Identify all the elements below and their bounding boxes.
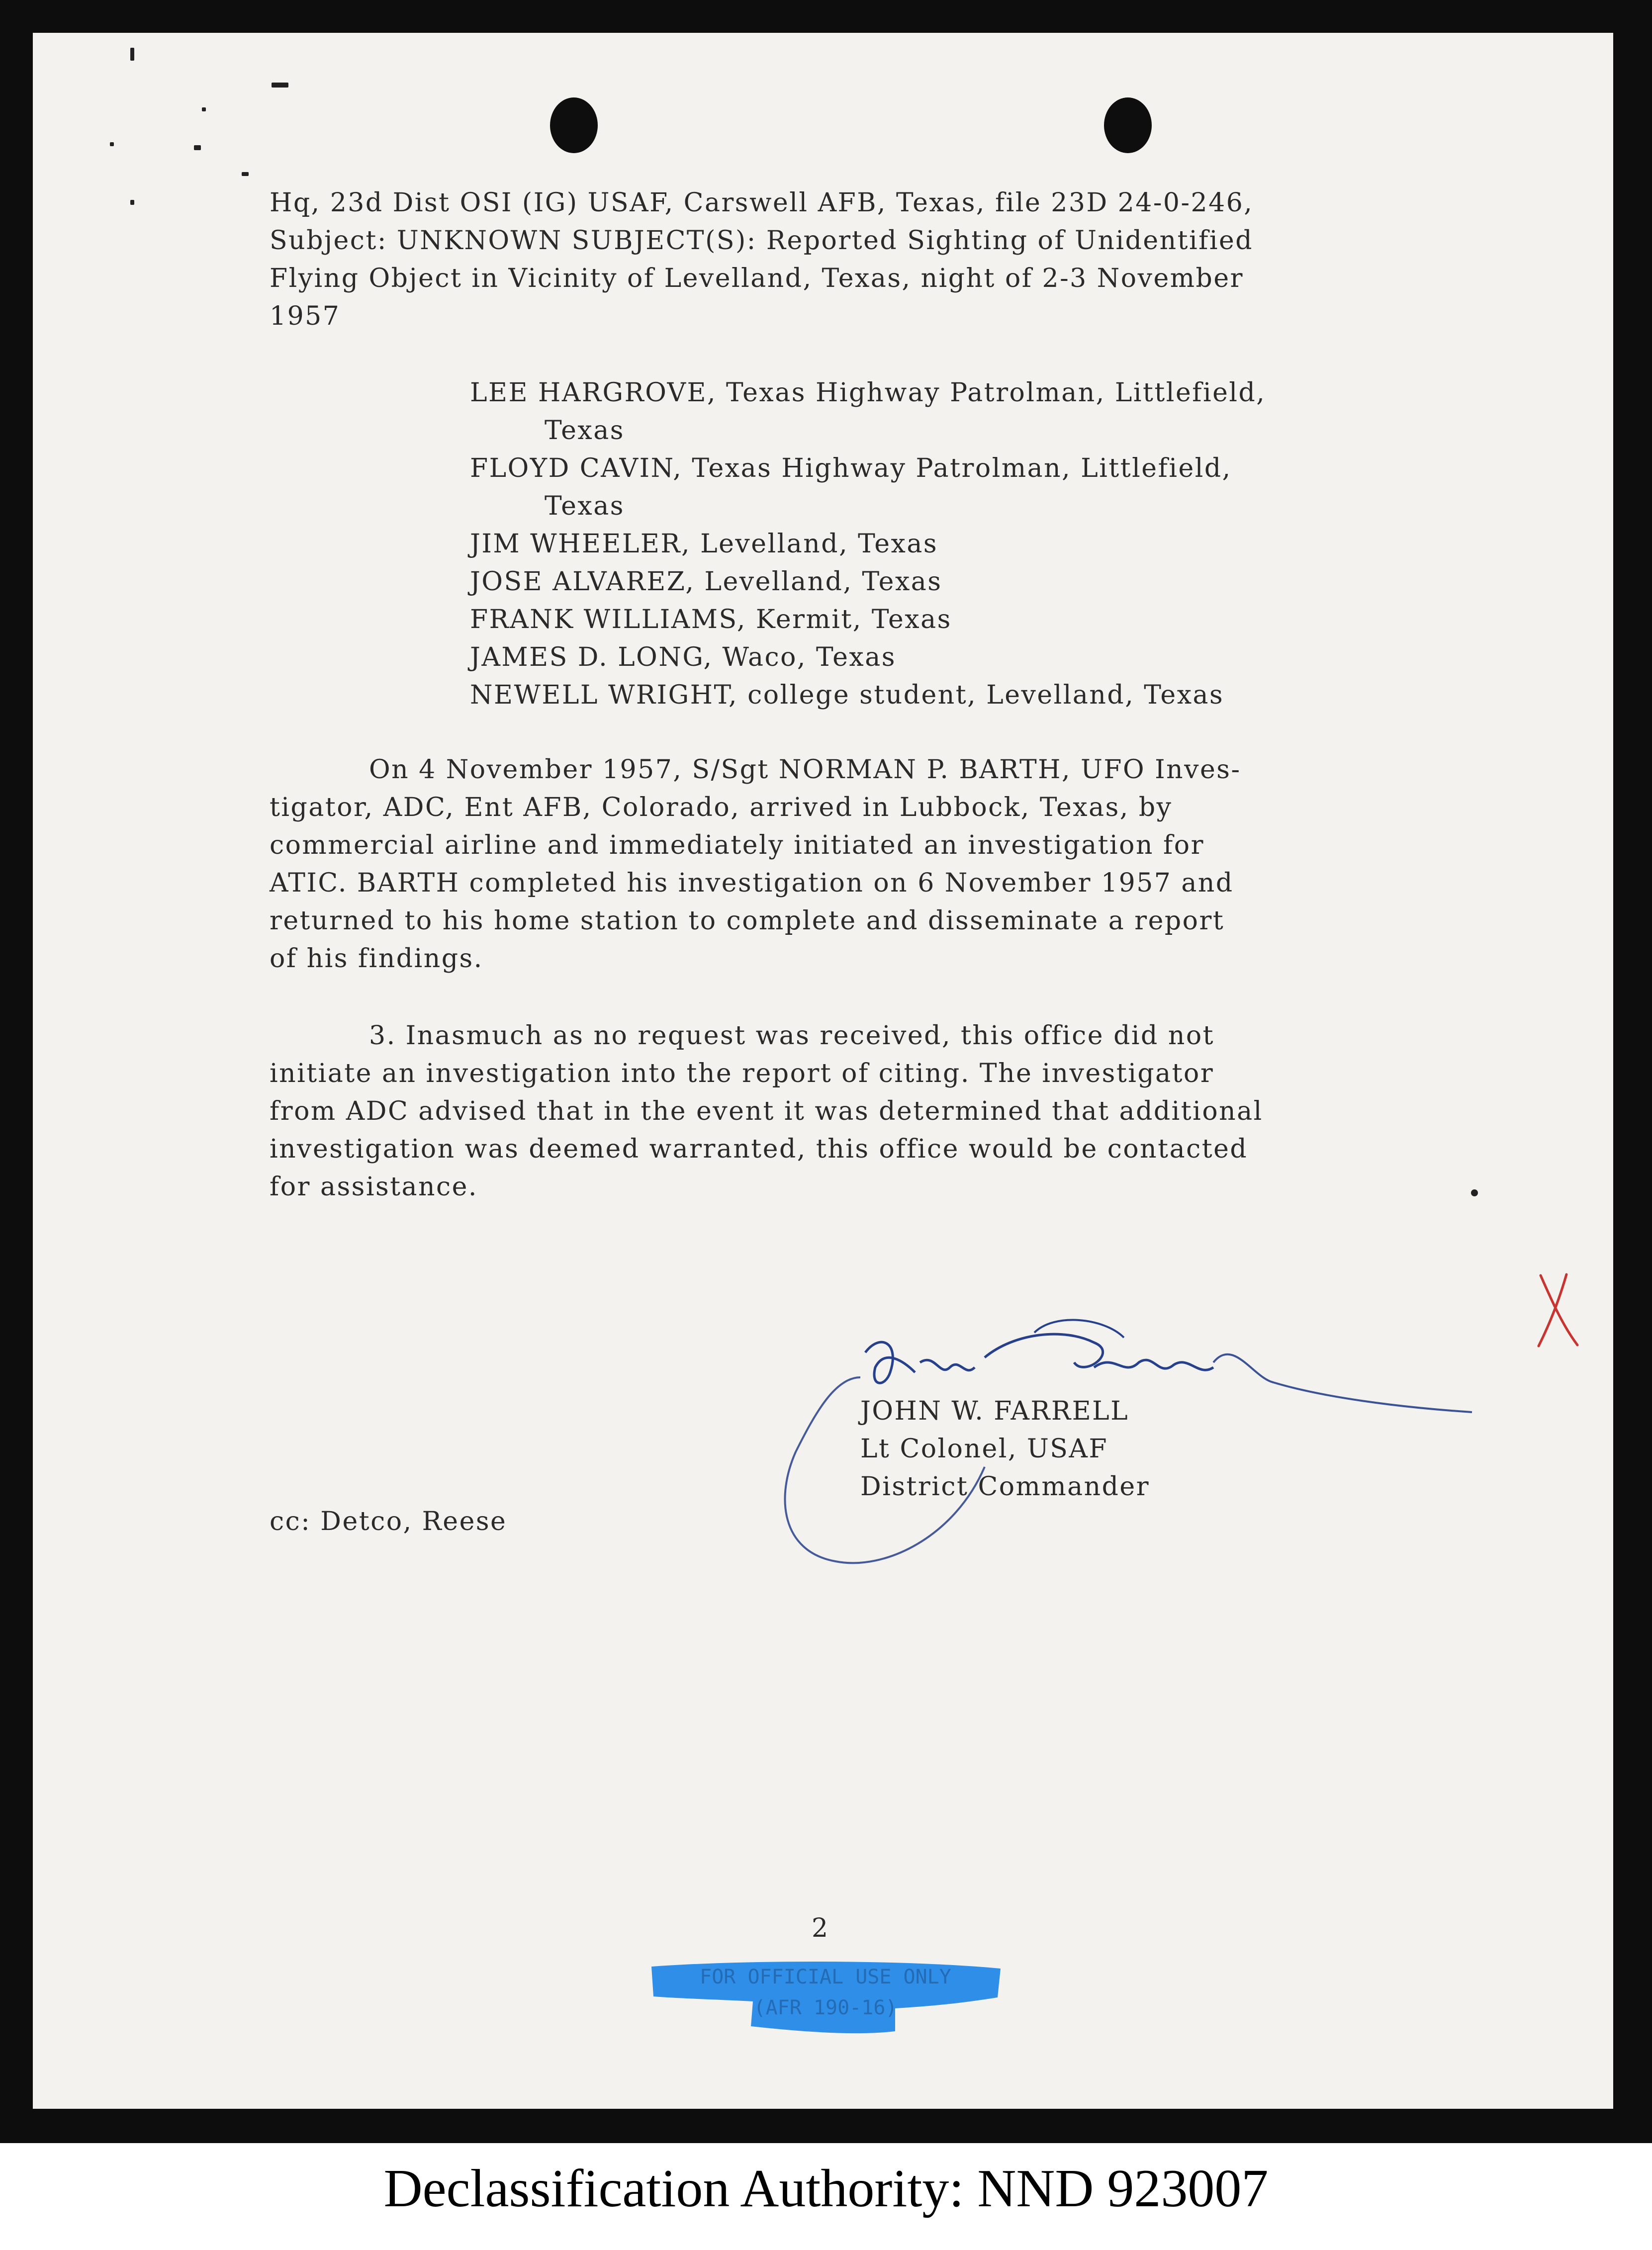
witness-line: LEE HARGROVE, Texas Highway Patrolman, Littlefield, <box>470 378 1266 408</box>
witness-line: FLOYD CAVIN, Texas Highway Patrolman, Littlefield, <box>470 453 1232 483</box>
page-number: 2 <box>812 1913 828 1943</box>
scan-speck <box>110 142 114 146</box>
signer-rank: Lt Colonel, USAF <box>860 1434 1108 1464</box>
signature-block <box>860 1392 1150 1506</box>
paragraph-line: for assistance. <box>270 1172 478 1202</box>
paragraph-line: 3. Inasmuch as no request was received, this office did not <box>369 1021 1215 1051</box>
stamp-line: (AFR 190-16) <box>753 1996 898 2019</box>
scan-speck <box>130 200 134 205</box>
paragraph-line: On 4 November 1957, S/Sgt NORMAN P. BARTH, UFO Inves- <box>369 755 1241 785</box>
punch-hole-left <box>550 97 598 153</box>
witness-list <box>470 374 1266 714</box>
header-block <box>270 184 1253 335</box>
scan-speck <box>202 107 206 111</box>
witness-line: JOSE ALVAREZ, Levelland, Texas <box>470 567 942 597</box>
scan-speck <box>272 83 288 88</box>
witness-line-continued: Texas <box>545 416 625 446</box>
paragraph-3 <box>270 1017 1263 1206</box>
paragraph-line: of his findings. <box>270 944 483 974</box>
official-use-stamp <box>646 1957 1005 2036</box>
scan-speck <box>194 145 201 150</box>
signer-title: District Commander <box>860 1472 1150 1502</box>
header-line: Subject: UNKNOWN SUBJECT(S): Reported Sighting of Unidentified <box>270 226 1254 256</box>
witness-line-continued: Texas <box>545 491 625 521</box>
header-line: Hq, 23d Dist OSI (IG) USAF, Carswell AFB, Texas, file 23D 24-0-246, <box>270 188 1254 218</box>
header-line: Flying Object in Vicinity of Levelland, Texas, night of 2-3 November <box>270 264 1244 293</box>
declassification-footer: Declassification Authority: NND 923007 <box>383 2159 1269 2218</box>
witness-line: JAMES D. LONG, Waco, Texas <box>470 642 896 672</box>
scan-speck <box>130 48 134 61</box>
header-line: 1957 <box>270 301 341 331</box>
paragraph-line: tigator, ADC, Ent AFB, Colorado, arrived in Lubbock, Texas, by <box>270 793 1173 822</box>
paragraph-line: initiate an investigation into the report of citing. The investigator <box>270 1059 1214 1088</box>
witness-line: JIM WHEELER, Levelland, Texas <box>470 529 938 559</box>
paragraph-line: investigation was deemed warranted, this office would be contacted <box>270 1134 1248 1164</box>
signer-name: JOHN W. FARRELL <box>860 1396 1129 1426</box>
handwritten-x-mark <box>1532 1270 1581 1350</box>
stamp-text <box>646 1957 1005 2041</box>
stray-mark <box>1471 1189 1478 1196</box>
paragraph-line: returned to his home station to complete and disseminate a report <box>270 906 1225 936</box>
paragraph-line: commercial airline and immediately initiated an investigation for <box>270 830 1204 860</box>
paragraph-line: ATIC. BARTH completed his investigation on 6 November 1957 and <box>270 868 1234 898</box>
stamp-line: FOR OFFICIAL USE ONLY <box>700 1966 951 1988</box>
paragraph-2 <box>270 751 1241 978</box>
cc-line: cc: Detco, Reese <box>270 1507 507 1536</box>
paragraph-line: from ADC advised that in the event it was determined that additional <box>270 1096 1263 1126</box>
scan-speck <box>242 172 249 176</box>
witness-line: FRANK WILLIAMS, Kermit, Texas <box>470 605 952 634</box>
punch-hole-right <box>1104 97 1152 153</box>
witness-line: NEWELL WRIGHT, college student, Levelland, Texas <box>470 680 1224 710</box>
